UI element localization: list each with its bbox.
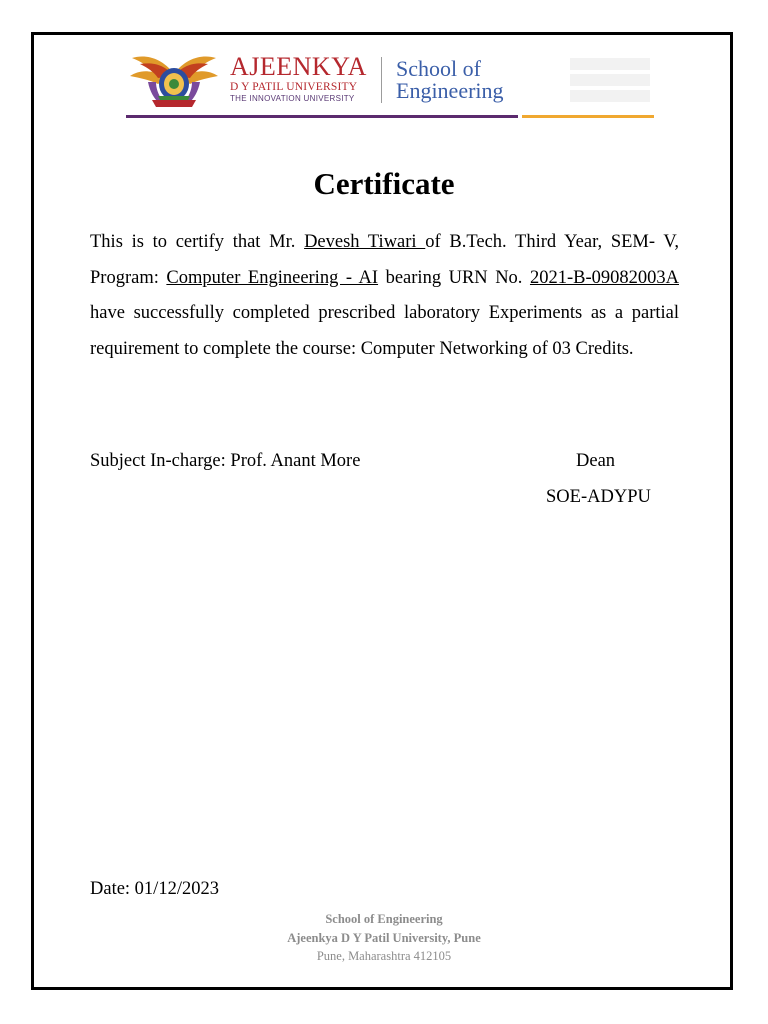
certificate-body xyxy=(90,225,679,367)
certificate-date: Date: 01/12/2023 xyxy=(90,879,219,899)
university-emblem-icon xyxy=(128,52,220,108)
faded-watermark-icon xyxy=(566,54,654,106)
dean-title: Dean xyxy=(576,451,616,471)
dean-organization: SOE-ADYPU xyxy=(546,487,651,507)
header-rule-orange xyxy=(522,115,654,118)
university-logo-header xyxy=(126,52,656,120)
program-name: Computer Engineering - AI xyxy=(166,267,379,288)
header-rule-purple xyxy=(126,115,518,118)
university-name: AJEENKYA xyxy=(230,52,367,81)
body-text-completion: have successfully completed prescribed laboratory Experiments as a partial requirement to complete the course: Computer Networking of 03 Credits. xyxy=(90,303,679,359)
footer-address: Pune, Maharashtra 412105 xyxy=(316,949,452,963)
university-tagline: THE INNOVATION UNIVERSITY xyxy=(230,94,355,103)
body-text-program-intro: of B.Tech. Third Year, SEM- V, Program: xyxy=(90,232,679,288)
footer-university: Ajeenkya D Y Patil University, Pune xyxy=(287,931,481,945)
school-name-line1: School of xyxy=(396,56,481,81)
urn-number: 2021-B-09082003A xyxy=(529,267,679,288)
body-text-intro: This is to certify that Mr. xyxy=(90,232,305,252)
student-name: Devesh Tiwari xyxy=(304,232,426,252)
body-text-urn-intro: bearing URN No. xyxy=(378,267,530,288)
certificate-title: Certificate xyxy=(313,166,455,201)
footer-school: School of Engineering xyxy=(325,912,443,926)
subject-incharge: Subject In-charge: Prof. Anant More xyxy=(90,451,361,471)
school-name-line2: Engineering xyxy=(396,78,504,103)
logo-divider xyxy=(381,57,382,103)
university-subtitle: D Y PATIL UNIVERSITY xyxy=(230,81,358,93)
